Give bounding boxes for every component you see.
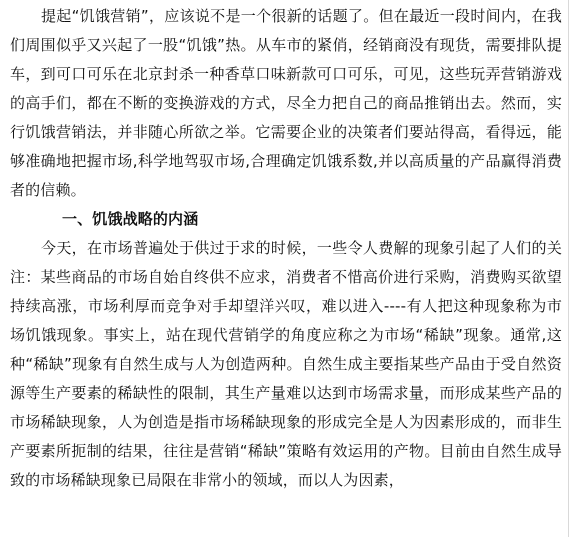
document-body	[10, 2, 562, 495]
paragraph-definition: 今天，在市场普遍处于供过于求的时候，一些令人费解的现象引起了人们的关注：某些商品的市场自始自终供不应求，消费者不惜高价进行采购，消费购买欲望持续高涨，市场利厚而竞争对手却望洋兴叹，难以进入----有人把这种现象称为市场饥饿现象。事实上，站在现代营销学的角度应称之为市场“稀缺”现象。通常,这种“稀缺”现象有自然生成与人为创造两种。自然生成主要指某些产品由于受自然资源等生产要素的稀缺性的限制，其生产量难以达到市场需求量，而形成某些产品的市场稀缺现象，人为创造是指市场稀缺现象的形成完全是人为因素形成的，而非生产要素所扼制的结果，往往是营销“稀缺”策略有效运用的产物。目前由自然生成导致的市场稀缺现象已局限在非常小的领域，而以人为因素，	[10, 239, 562, 489]
paragraph-intro: 提起“饥饿营销”，应该说不是一个很新的话题了。但在最近一段时间内，在我们周围似乎又兴起了一股“饥饿”热。从车市的紧俏，经销商没有现货，需要排队提车，到可口可乐在北京封杀一种香草口味新款可口可乐，可见，这些玩弄营销游戏的高手们，都在不断的变换游戏的方式，尽全力把自己的商品推销出去。然而，实行饥饿营销法，并非随心所欲之举。它需要企业的决策者们要站得高，看得远，能够准确地把握市场,科学地驾驭市场,合理确定饥饿系数,并以高质量的产品赢得消费者的信赖。	[10, 7, 562, 199]
section-heading: 一、饥饿战略的内涵	[62, 210, 199, 228]
